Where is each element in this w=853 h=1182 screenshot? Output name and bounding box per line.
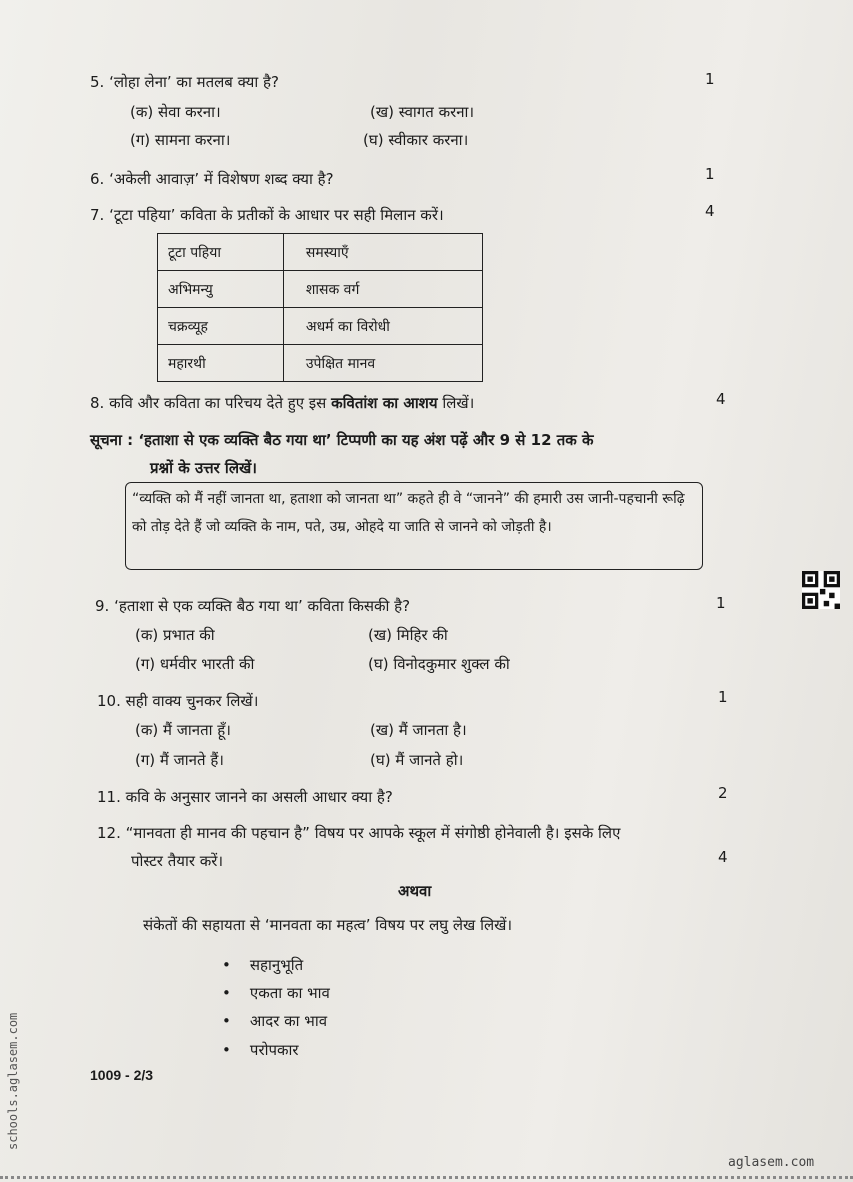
q7-marks: 4 xyxy=(705,202,715,220)
q5-option-b: (ख) स्वागत करना। xyxy=(370,103,475,121)
q12-line-1: 12. “मानवता ही मानव की पहचान है” विषय पर आपके स्कूल में संगोष्ठी होनेवाली है। इसके लिए xyxy=(97,824,621,842)
bullet-text: सहानुभूति xyxy=(249,956,304,974)
table-row xyxy=(158,234,483,271)
bottom-dotted-edge xyxy=(0,1176,853,1179)
bullet-item: • सहानुभूति xyxy=(222,956,304,974)
notice-line-1: सूचना : ‘हताशा से एक व्यक्ति बैठ गया था’ टिप्पणी का यह अंश पढ़ें और 9 से 12 तक के xyxy=(90,431,594,449)
bullet-item: • एकता का भाव xyxy=(222,984,330,1002)
page-code: 1009 - 2/3 xyxy=(90,1067,154,1083)
symbol-cell: अभिमन्यु xyxy=(158,271,284,308)
meaning-cell: शासक वर्ग xyxy=(283,271,482,308)
q9-option-b: (ख) मिहिर की xyxy=(368,626,448,644)
qr-code-icon xyxy=(802,571,840,609)
meaning-cell: उपेक्षित मानव xyxy=(283,345,482,382)
q10-option-b: (ख) मैं जानता है। xyxy=(370,721,467,739)
passage-box: “व्यक्ति को मैं नहीं जानता था, हताशा को जानता था” कहते ही वे “जानने” की हमारी उस जानी-पहचानी रूढ़ि को तोड़ देते हैं जो व्यक्ति के नाम, पते, उम्र, ओहदे या जाति से जानने को जोड़ती है। xyxy=(125,482,703,570)
q9-option-a: (क) प्रभात की xyxy=(135,626,215,644)
q5-marks: 1 xyxy=(705,70,715,88)
q7-text: 7. ‘टूटा पहिया’ कविता के प्रतीकों के आधार पर सही मिलान करें। xyxy=(90,206,444,224)
bullet-item: • आदर का भाव xyxy=(222,1012,328,1030)
symbol-cell: महारथी xyxy=(158,345,284,382)
q11-text: 11. कवि के अनुसार जानने का असली आधार क्या है? xyxy=(97,788,393,806)
q10-option-a: (क) मैं जानता हूँ। xyxy=(135,721,231,739)
q8-text xyxy=(90,393,474,413)
bullet-text: आदर का भाव xyxy=(249,1012,328,1030)
q10-option-d: (घ) मैं जानते हो। xyxy=(370,751,464,769)
q5-option-d: (घ) स्वीकार करना। xyxy=(363,131,469,149)
q12-marks: 4 xyxy=(718,848,728,866)
symbol-cell: टूटा पहिया xyxy=(158,234,284,271)
or-label: अथवा xyxy=(398,882,432,900)
table-row xyxy=(158,271,483,308)
meaning-cell: समस्याएँ xyxy=(283,234,482,271)
bullet-text: एकता का भाव xyxy=(249,984,330,1002)
q8-text-end: लिखें। xyxy=(437,394,475,412)
q5-option-c: (ग) सामना करना। xyxy=(130,131,231,149)
q5-text: 5. ‘लोहा लेना’ का मतलब क्या है? xyxy=(90,73,279,91)
q10-option-c: (ग) मैं जानते हैं। xyxy=(135,751,224,769)
q9-marks: 1 xyxy=(716,594,726,612)
bullet-text: परोपकार xyxy=(249,1041,299,1059)
corner-watermark: aglasem.com xyxy=(728,1155,815,1170)
q12-alternative: संकेतों की सहायता से ‘मानवता का महत्व’ विषय पर लघु लेख लिखें। xyxy=(143,916,513,934)
notice-line-2: प्रश्नों के उत्तर लिखें। xyxy=(150,459,257,477)
q8-marks: 4 xyxy=(716,390,726,408)
q9-option-c: (ग) धर्मवीर भारती की xyxy=(135,655,255,673)
side-watermark: schools.aglasem.com xyxy=(6,1012,20,1150)
symbol-cell: चक्रव्यूह xyxy=(158,308,284,345)
q9-text: 9. ‘हताशा से एक व्यक्ति बैठ गया था’ कविता किसकी है? xyxy=(95,597,411,615)
q12-line-2: पोस्टर तैयार करें। xyxy=(131,852,224,870)
q10-text: 10. सही वाक्य चुनकर लिखें। xyxy=(97,692,259,710)
table-row xyxy=(158,345,483,382)
q8-text-bold: कवितांश का आशय xyxy=(331,394,438,412)
q5-option-a: (क) सेवा करना। xyxy=(130,103,221,121)
table-row xyxy=(158,308,483,345)
meaning-cell: अधर्म का विरोधी xyxy=(283,308,482,345)
q9-option-d: (घ) विनोदकुमार शुक्ल की xyxy=(368,655,510,673)
q6-text: 6. ‘अकेली आवाज़’ में विशेषण शब्द क्या है? xyxy=(90,170,334,188)
q10-marks: 1 xyxy=(718,688,728,706)
q8-text-start: 8. कवि और कविता का परिचय देते हुए इस xyxy=(90,394,332,412)
q6-marks: 1 xyxy=(705,165,715,183)
q11-marks: 2 xyxy=(718,784,728,802)
matching-table xyxy=(157,233,483,382)
bullet-item: • परोपकार xyxy=(222,1041,299,1059)
